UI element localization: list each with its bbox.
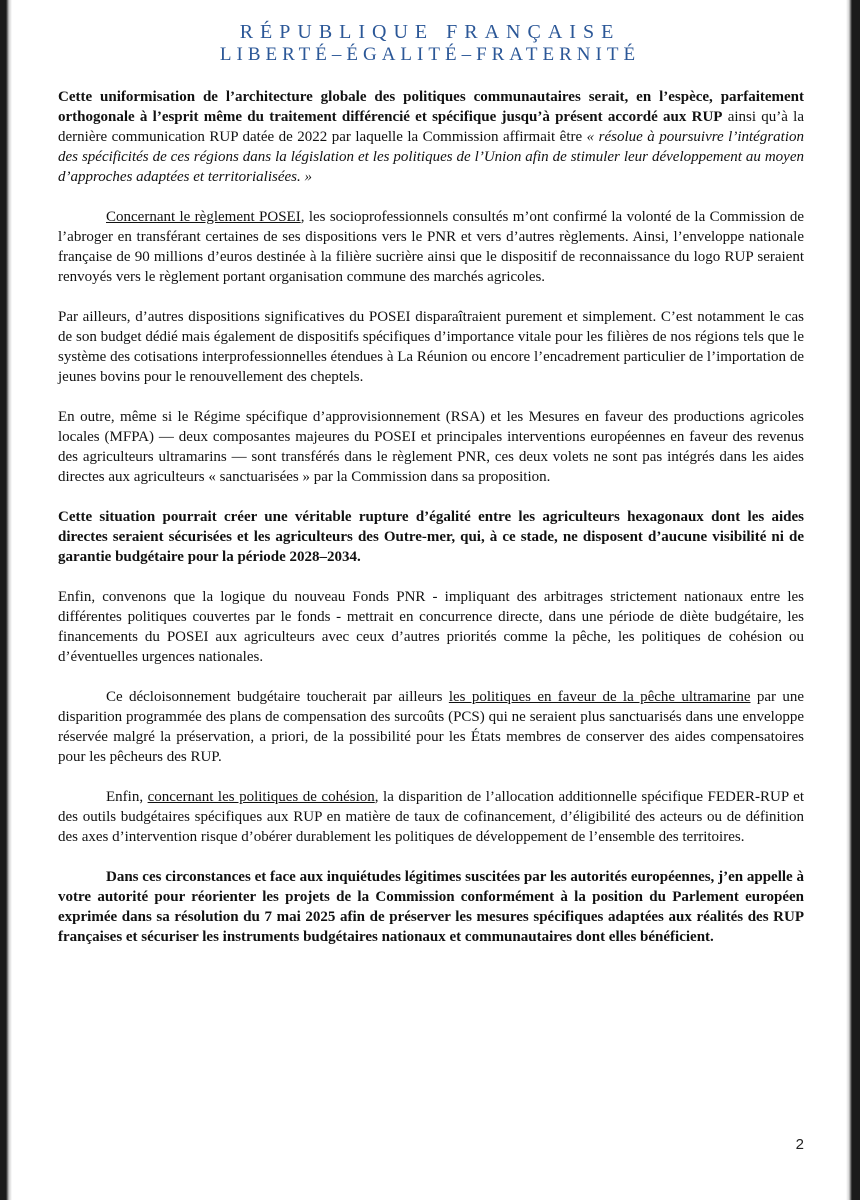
letterhead <box>0 20 860 66</box>
letterhead-motto: LIBERTÉ–ÉGALITÉ–FRATERNITÉ <box>219 44 641 65</box>
paragraph-rupture-egalite <box>58 507 804 567</box>
paragraph-posei <box>58 207 804 287</box>
paragraph-uniformisation-text: ainsi qu’à la dernière communication RUP datée de 2022 par laquelle la Commission affirmait être <box>58 109 804 145</box>
paragraph-peche <box>58 687 804 767</box>
paragraph-cohesion-text-after: , la disparition de l’allocation additionnelle spécifique FEDER-RUP et des outils budgétaires spécifiques aux RUP en matière de taux de cofinancement, d’éligibilité des acteurs ou de définition des axes d’intervention risque d’obérer durablement les politiques de développement de l’ensemble des territoires. <box>58 789 804 845</box>
paragraph-peche-underlined: les politiques en faveur de la pêche ultramarine <box>448 689 751 705</box>
paragraph-fonds-pnr-text: Enfin, convenons que la logique du nouveau Fonds PNR - impliquant des arbitrages strictement nationaux entre les différentes politiques couvertes par le fonds - mettrait en concurrence directe, dans une période de diète budgétaire, les financements du POSEI aux agriculteurs avec ceux d’autres priorités comme la pêche, les politiques de cohésion ou d’éventuelles urgences nationales. <box>58 589 804 665</box>
paragraph-posei-text: , les socioprofessionnels consultés m’ont confirmé la volonté de la Commission de l’abroger en transférant certaines de ses dispositions vers le PNR et vers d’autres règlements. Ainsi, l’enveloppe nationale française de 90 millions d’euros destinée à la filière sucrière ainsi que le dispositif de reconnaissance du logo RUP seraient renvoyés vers le règlement portant organisation commune des marchés agricoles. <box>58 209 804 285</box>
scan-right-edge <box>846 0 860 1200</box>
paragraph-dispositions <box>58 307 804 387</box>
letterhead-republique: RÉPUBLIQUE FRANÇAISE <box>239 21 621 43</box>
paragraph-posei-heading: Concernant le règlement POSEI <box>106 209 301 225</box>
paragraph-uniformisation <box>58 87 804 187</box>
paragraph-conclusion-text: Dans ces circonstances et face aux inquiétudes légitimes suscitées par les autorités européennes, j’en appelle à votre autorité pour réorienter les projets de la Commission conformément à la position du Parlement européen exprimée dans sa résolution du 7 mai 2025 afin de préserver les mesures spécifiques adaptées aux réalités des RUP françaises et sécuriser les instruments budgétaires nationaux et communautaires dont elles bénéficient. <box>58 869 804 945</box>
paragraph-conclusion <box>58 867 804 947</box>
paragraph-rsa-mfpa <box>58 407 804 487</box>
paragraph-cohesion-underlined: concernant les politiques de cohésion <box>147 789 375 805</box>
paragraph-rupture-egalite-text: Cette situation pourrait créer une véritable rupture d’égalité entre les agriculteurs hexagonaux dont les aides directes seraient sécurisées et les agriculteurs des Outre-mer, qui, à ce stade, ne disposent d’aucune visibilité ni de garantie budgétaire pour la période 2028–2034. <box>58 509 804 565</box>
paragraph-fonds-pnr <box>58 587 804 667</box>
paragraph-peche-text-after: par une disparition programmée des plans de compensation des surcoûts (PCS) qui ne seraient plus sanctuarisés dans une enveloppe réservée malgré la préservation, a priori, de la possibilité pour les États membres de conserver des aides compensatoires pour les pêcheurs des RUP. <box>58 689 804 765</box>
paragraph-uniformisation-quote: « résolue à poursuivre l’intégration des spécificités de ces régions dans la législation et les politiques de l’Union afin de stimuler leur développement au moyen d’approches adaptées et territorialisées. » <box>58 129 804 185</box>
paragraph-rsa-mfpa-text: En outre, même si le Régime spécifique d’approvisionnement (RSA) et les Mesures en faveur des productions agricoles locales (MFPA) — deux composantes majeures du POSEI et principales interventions européennes en faveur des revenus des agriculteurs ultramarins — sont transférés dans le règlement PNR, ces deux volets ne sont pas intégrés dans les aides directes aux agriculteurs « sanctuarisées » par la Commission dans sa proposition. <box>58 409 804 485</box>
paragraph-peche-text-before: Ce décloisonnement budgétaire toucherait par ailleurs <box>106 689 449 705</box>
paragraph-dispositions-text: Par ailleurs, d’autres dispositions significatives du POSEI disparaîtraient purement et simplement. C’est notamment le cas de son budget dédié mais également de dispositifs spécifiques d’importance vitale pour les filières de nos régions tels que le système des cotisations interprofessionnelles étendues à La Réunion ou encore l’encadrement particulier de l’importation de jeunes bovins pour le renouvellement des cheptels. <box>58 309 804 385</box>
paragraph-uniformisation-bold: Cette uniformisation de l’architecture globale des politiques communautaires serait, en l’espèce, parfaitement orthogonale à l’esprit même du traitement différencié et spécifique jusqu’à présent accordé aux RUP <box>58 89 804 125</box>
letter-body <box>58 87 804 967</box>
paragraph-cohesion-text-before: Enfin, <box>106 789 148 805</box>
paragraph-cohesion <box>58 787 804 847</box>
page-number: 2 <box>795 1136 804 1153</box>
scan-left-edge <box>0 0 12 1200</box>
